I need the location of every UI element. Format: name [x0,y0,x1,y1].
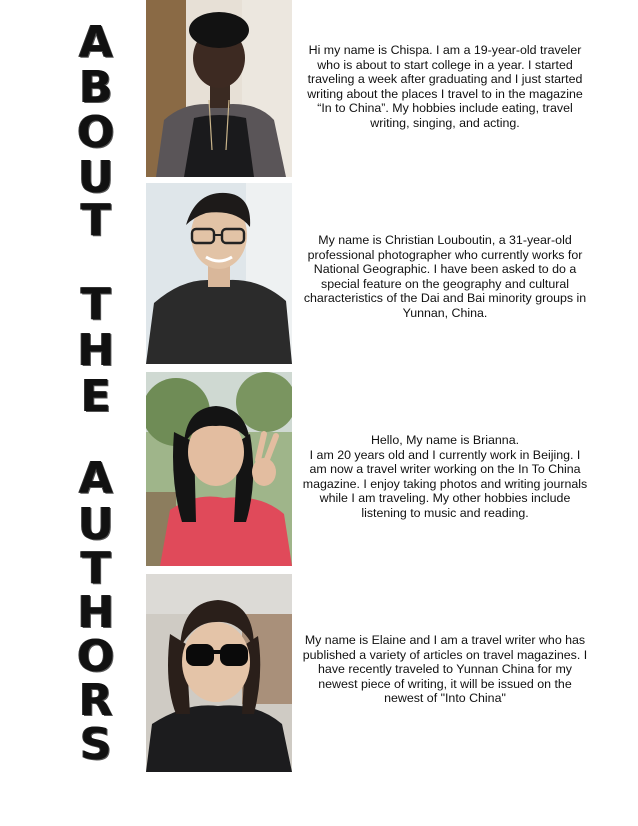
author-bio-brianna [300,433,590,521]
author-bio-christian-louboutin [300,233,590,321]
title-letter: H [77,325,115,376]
title-letter: S [80,719,112,770]
title-letter: R [79,675,113,726]
title-letter: O [77,631,115,682]
bio-paragraph: My name is Elaine and I am a travel writer who has published a variety of articles on travel magazines. I have recently traveled to Yunnan China for my newest piece of writing, it will be issued on the newest of "Into China" [302,633,588,706]
title-letter: H [77,587,115,638]
title-letter: U [78,152,114,203]
author-bio-elaine [300,633,590,706]
title-letter: A [78,453,114,504]
author-photo-christian-louboutin [146,183,292,364]
title-letter: U [78,499,114,550]
author-bio-chispa [300,43,590,131]
author-photo-elaine [146,574,292,772]
bio-paragraph: Hello, My name is Brianna. [370,433,520,447]
title-letter: B [79,62,113,113]
title-letter: T [80,543,111,594]
title-letter: A [78,17,114,68]
author-photo-brianna [146,372,292,566]
title-letter: O [77,107,115,158]
portrait-image [146,183,292,364]
title-letter: T [80,279,111,330]
portrait-image [146,574,292,772]
portrait-image [146,0,292,177]
title-letter: E [80,371,112,422]
portrait-image [146,372,292,566]
author-photo-chispa [146,0,292,177]
title-letter: T [80,195,111,246]
bio-paragraph: My name is Christian Louboutin, a 31-year-old professional photographer who currently works for National Geographic. I have been asked to do a special feature on the geography and cultural characteristics of the Dai and Bai minority groups in Yunnan, China. [303,233,587,320]
bio-paragraph: Hi my name is Chispa. I am a 19-year-old traveler who is about to start college in a year. I started traveling a week after graduating and I just started writing about the places I travel to in the magazine “In to China”. My hobbies include eating, travel writing, singing, and acting. [307,43,583,130]
bio-paragraph: I am 20 years old and I currently work in Beijing. I am now a travel writer working on the In To China magazine. I enjoy taking photos and writing journals while I am traveling. My other hobbies include listening to music and reading. [302,447,588,520]
